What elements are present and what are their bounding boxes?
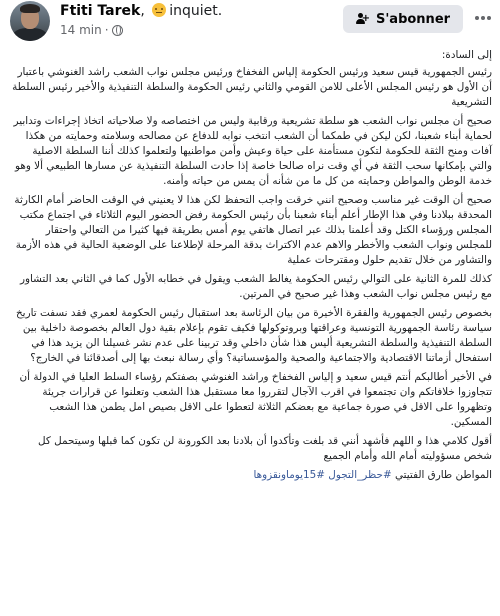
more-dot-icon — [475, 16, 479, 20]
subscribe-label: S'abonner — [375, 11, 451, 27]
paragraph: كذلك للمرة الثانية على التوالي رئيس الحكومة يغالط الشعب ويقول في خطابه الأول كما في الثاني بعد التشاور مع رئيس مجلس نواب الشعب وهذا غير صحيح في المرتين. — [19, 273, 492, 300]
worried-face-icon — [152, 3, 166, 17]
avatar[interactable] — [10, 1, 50, 41]
paragraph: بخصوص رئيس الجمهورية والفقرة الأخيرة من بيان الرئاسة بعد استقبال رئيس الحكومة لعمري فقد نسفت تاريخ سياسة رئاسة الجمهورية التونسية وعراقتها وبروتوكولها فكيف تقوم بإعلام بقية دول العالم بخصوصة داخلية بين السلطة التنفيذية والسلطة التشريعية أليس هذا شأن داخلي وقد تربينا على عدم نشر غسيلنا الن يزيد هذا في استفحال أزماتنا الاقتصادية والاجتماعية والصحية والمؤسساتية؟ وأي رسالة نبعث بها إلى أصدقائنا في الخارج؟ — [15, 307, 492, 364]
paragraph: رئيس الجمهورية قيس سعيد ورئيس الحكومة إلياس الفخفاخ ورئيس مجلس نواب الشعب راشد الغنوشي باعتبار أن الأول هو رئيس المجلس الأعلى للامن القومي والثاني رئيس الحكومة والسلطة التنفيذية والأخير رئيس السلطة التشريعية — [12, 66, 492, 108]
author-line — [60, 3, 222, 19]
feeling-text: inquiet. — [169, 3, 223, 19]
paragraph: صحيح أن الوقت غير مناسب وصحيح انني خرقت واجب التحفظ لكن هذا لا يعنيني في الوقت الحاضر أمام الكارثة المحدقة ببلادنا وفي هذا الإطار أعلم أبناء شعبنا بأن رئيس الحكومة رفض الحضور اليوم الثلاثاء في اجتماع مكتب المجلس ورؤساء الكتل وقد أعلمنا بذلك عبر اتصال هاتفي يوم أمس بطريقة فيها كثيرا من التعالي واحتقار للمجلس ونواب الشعب والأخطر والاهم عدم الاكتراث بدقة المرحلة لإطلاعنا على الوضعية الحالية في هذه الأزمة والتشاور من خلال تقديم حلول ومقترحات عملية — [14, 194, 492, 266]
more-dot-icon — [487, 16, 491, 20]
hashtags[interactable]: #حظر_التجول #15يوماونقزوها — [253, 469, 392, 481]
timestamp[interactable]: 14 min — [60, 23, 102, 37]
globe-icon — [112, 25, 123, 36]
subscribe-button[interactable] — [343, 5, 463, 33]
post-header — [0, 0, 500, 44]
more-options-button[interactable] — [471, 6, 495, 30]
paragraph: في الأخير أطالبكم أنتم قيس سعيد و إلياس الفخفاخ وراشد الغنوشي بصفتكم رؤساء السلط العليا في الدولة أن تتجاوزوا خلافاتكم وان تجتمعوا في اقرب الآجال لتقرروا معا مستقبل هذا الشعب وتعلنوا عن قرارات جريئة وتظهروا على الاقل في صورة جماعية مع بعضكم الثلاثة لتعطوا على الاقل بصيص امل يطمن هذا الشعب المسكين. — [19, 371, 492, 428]
avatar-shirt — [13, 28, 47, 41]
author-name[interactable]: Ftiti Tarek — [60, 3, 141, 19]
add-person-icon: + — [356, 13, 370, 25]
avatar-hair — [20, 4, 40, 13]
more-dot-icon — [481, 16, 485, 20]
signature: المواطن طارق الفتيتي — [395, 469, 492, 481]
post-body — [8, 48, 492, 487]
comma: , — [140, 3, 150, 19]
greeting: إلى السادة: — [441, 49, 492, 61]
paragraph: أقول كلامي هذا و اللهم فأشهد أنني قد بلغت وتأكدوا أن بلادنا بعد الكورونة لن تكون كما قبلها وسيتحمل كل شخص مسؤوليته أمام الله وأمام الجميع — [38, 435, 492, 462]
meta-separator: · — [104, 23, 109, 37]
signature-line — [8, 468, 492, 483]
paragraph: صحيح أن مجلس نواب الشعب هو سلطة تشريعية ورقابية وليس من اختصاصه ولا صلاحياته اتخاذ إجراءات وتدابير لحماية أبناء شعبنا، لكن ليكن في طمكما أن الشعب انتخب نوابه للدفاع عن مصالحه وسلامته وحمايته من هكذا آفات ومنح الثقة للحكومة لتكون مستأمنة على حياة وعيش وأمن مواطنيها ولتعلموا كذلك أننا السلطة الاصلية والتي بإمكانها سحب الثقة في أي وقت نراه صالحا خاصة إذا حادت السلطة التنفيذية عن مسارها الطبيعي ألا وهو خدمة الوطن والمواطن وحمايته من كل ما من شأنه أن يمس من حياته وأمنه. — [13, 115, 492, 187]
post-meta — [60, 23, 123, 37]
